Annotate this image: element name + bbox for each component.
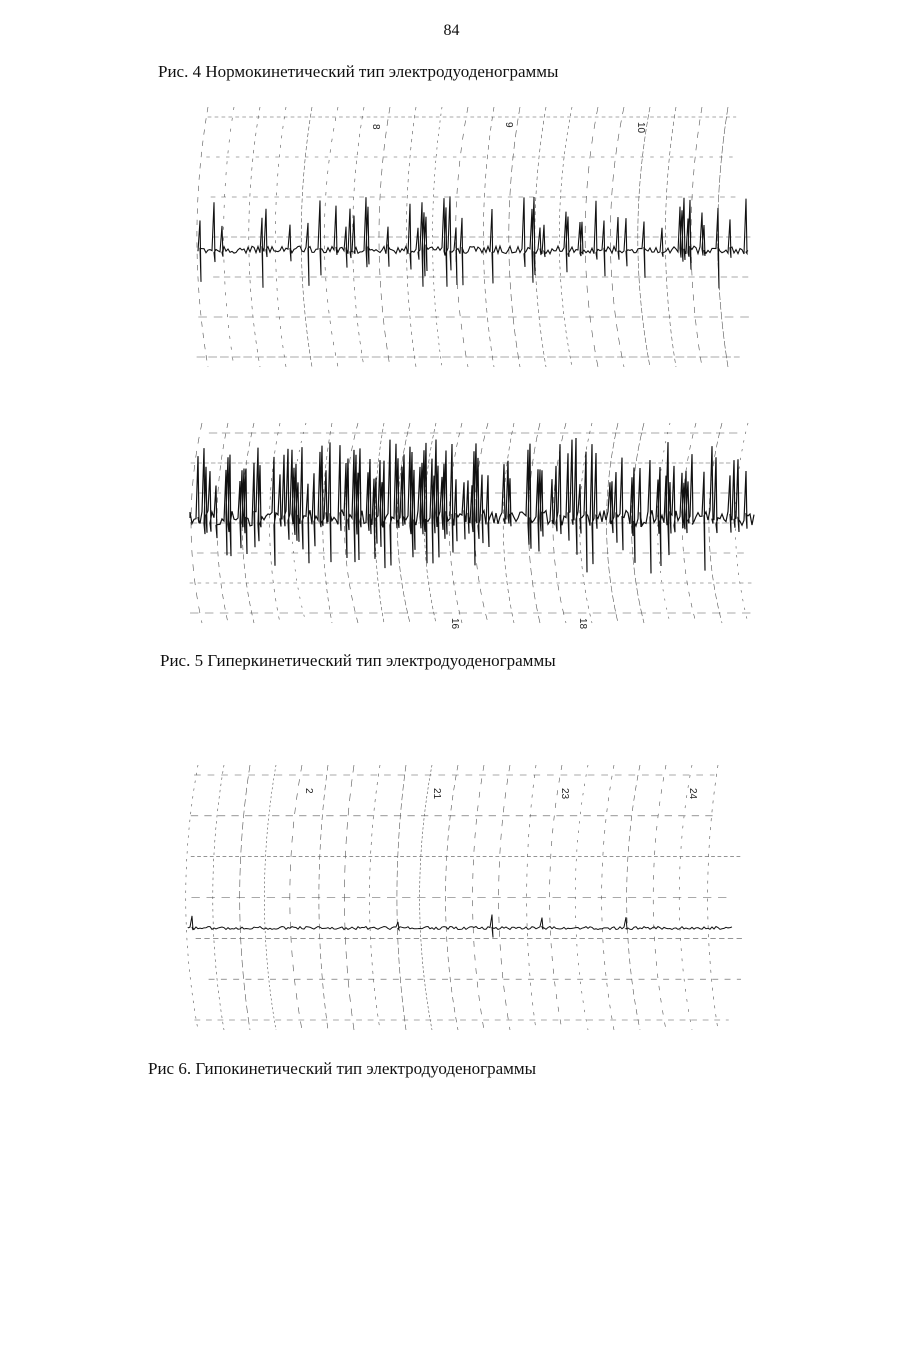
grid-arc bbox=[319, 765, 328, 1030]
figure-6-mark: 21 bbox=[431, 788, 442, 800]
figure-6-marks bbox=[303, 788, 698, 800]
figure-5-trace bbox=[182, 408, 762, 638]
figure-6-svg bbox=[178, 750, 748, 1045]
figure-6-trace bbox=[178, 750, 748, 1045]
page-number: 84 bbox=[443, 22, 460, 39]
figure-4-grid bbox=[197, 107, 752, 367]
figure-4-caption: Рис. 4 Нормокинетический тип электродуоденограммы bbox=[158, 62, 559, 81]
figure-5-marks bbox=[449, 618, 588, 630]
figure-6-signal bbox=[188, 915, 732, 938]
figure-6-grid bbox=[186, 765, 743, 1030]
figure-4-mark: 8 bbox=[370, 124, 381, 130]
figure-6-caption: Рис 6. Гипокинетический тип электродуоденограммы bbox=[148, 1059, 537, 1078]
figure-5-mark: 16 bbox=[449, 618, 460, 630]
figure-4-marks bbox=[370, 122, 646, 134]
figure-5-mark: 18 bbox=[577, 618, 588, 630]
figure-4-svg bbox=[188, 92, 758, 382]
figure-5-caption: Рис. 5 Гиперкинетический тип электродуоденограммы bbox=[160, 651, 556, 670]
figure-6-mark: 23 bbox=[559, 788, 570, 800]
figure-5-svg bbox=[182, 408, 762, 638]
figure-4-mark: 10 bbox=[635, 122, 646, 134]
figure-6-mark: 24 bbox=[687, 788, 698, 800]
figure-4-trace bbox=[188, 92, 758, 382]
figure-6-mark: 2 bbox=[303, 788, 314, 794]
figure-4-mark: 9 bbox=[503, 122, 514, 128]
